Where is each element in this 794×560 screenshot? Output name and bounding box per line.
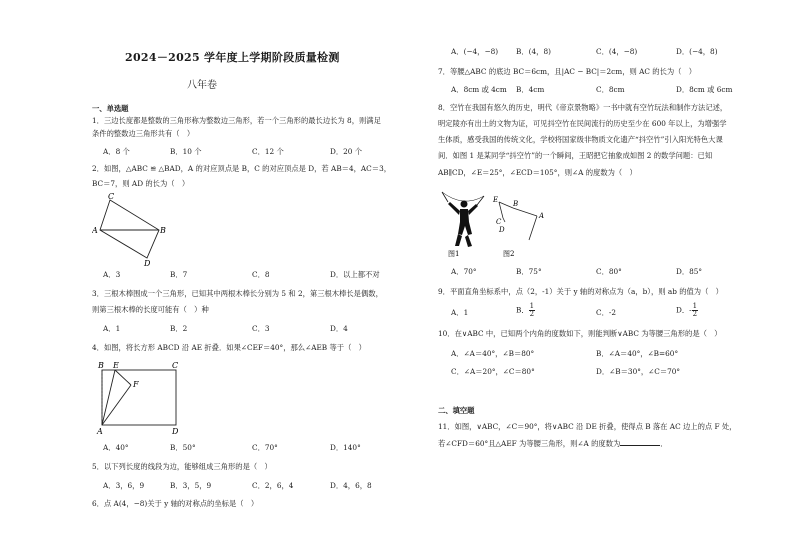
option-c[interactable]: C．8 [252,270,270,279]
question-text: 5．以下列长度的线段为边，能够组成三角形的是（ ） [92,462,272,471]
label-a: A [97,427,103,436]
question-text: BC＝7，则 AD 的长为（ ） [92,179,190,188]
figure-parallelogram [92,192,182,266]
stick-right [477,196,484,205]
figure-1-caption: 图1 [448,250,460,258]
option-a[interactable]: A．8cm 或 4cm [451,85,507,94]
option-b[interactable]: B．50° [170,443,196,452]
option-a[interactable]: A．8 个 [103,147,130,156]
option-d[interactable]: D．8cm 或 6cm [676,85,733,94]
label-a: A [92,226,98,235]
right-leg [465,235,472,247]
left-arm [448,202,460,215]
option-c[interactable]: C．(4，−8) [596,47,638,56]
label-d: D [144,259,151,266]
option-prefix: D．- [676,305,692,315]
option-a[interactable]: A．(−4，−8) [451,47,499,56]
option-c[interactable]: C．2，6，4 [252,481,294,490]
label-c: C [172,361,179,370]
option-d[interactable]: D．20 个 [330,147,363,156]
option-b[interactable]: B．3，5，9 [170,481,212,490]
option-b[interactable] [516,303,535,318]
question-text: 7．等腰△ABC 的底边 BC＝6cm，且|AC − BC|＝2cm，则 AC 的长为（ ） [438,67,697,76]
option-d[interactable]: D．4，6，8 [330,481,372,490]
option-d[interactable]: D．以上都不对 [330,270,380,279]
label-e: E [493,196,499,204]
label-c: C [496,218,502,226]
option-d[interactable]: D．(−4，8) [676,47,718,56]
head-shape [461,201,468,208]
answer-blank[interactable] [620,437,660,446]
option-d[interactable]: D．85° [676,267,703,276]
option-c[interactable]: C．∠A＝20°，∠C＝80° [451,367,535,376]
option-b[interactable]: B．2 [170,324,188,333]
fraction-denominator: 2 [692,310,698,318]
section-choice-heading: 一、单选题 [92,104,129,113]
question-text: 2．如图，△ABC ≌ △BAD，A 的对应顶点是 B，C 的对应顶点是 D，若 AB＝4，AC＝3， [92,164,392,173]
option-c[interactable]: C．-2 [596,308,616,317]
label-d: D [172,427,179,436]
string-line [442,192,484,201]
segment-eb [499,202,513,208]
option-a[interactable]: A．3，6，9 [103,481,145,490]
label-e: E [113,361,119,370]
option-d[interactable] [676,303,698,318]
exam-title: 2024－2025 学年度上学期阶段质量检测 [125,51,340,64]
fraction-numerator: 1 [692,302,698,310]
question-text: 若∠CFD＝60°且△AEF 为等腰三角形，则∠A 的度数为 [438,439,621,448]
question-text: 8．空竹在我国有悠久的历史，明代《帝京景物略》一书中就有空竹玩法和制作方法记述， [438,103,728,112]
fraction-numerator: 1 [529,302,535,310]
option-d[interactable]: D．140° [330,443,361,452]
fraction-denominator: 2 [529,310,535,318]
segment-ad [529,216,537,240]
label-c: C [108,192,115,201]
question-text: 生体质，感受我国的传统文化，学校将国家级非物质文化遗产“抖空竹”引入阳光特色大课 [438,135,723,144]
question-text: 6．点 A(4，−8)关于 y 轴的对称点的坐标是（ ） [92,499,259,508]
fraction [529,303,535,318]
question-text: 则第三根木棒的长度可能有（ ）种 [92,305,209,314]
question-text: 条件的整数边三角形共有（ ） [92,129,195,138]
question-text: 9．平面直角坐标系中，点（2，-1）关于 y 轴的对称点为（a，b），则 ab 的值为（ ） [438,287,723,296]
option-a[interactable]: A．1 [451,308,469,317]
question-text: 明定陵亦有出土的文物为证，可见抖空竹在民间流行的历史至少在 600 年以上，为增强学 [438,119,727,128]
figure-2-caption: 图2 [503,250,515,258]
fraction [692,303,698,318]
option-c[interactable]: C．80° [596,267,622,276]
question-text: 1．三边长度都是整数的三角形称为整数边三角形，若一个三角形的最长边长为 8，则满足 [92,116,381,125]
option-b[interactable]: B．75° [516,267,542,276]
option-b[interactable]: B．10 个 [170,147,202,156]
figure-rectangle-fold [94,360,184,436]
option-b[interactable]: B．7 [170,270,188,279]
figure-1-person [438,188,488,258]
label-b: B [160,226,166,235]
option-b[interactable]: B．∠A＝40°，∠B=60° [596,349,679,358]
option-a[interactable]: A．3 [103,270,121,279]
label-b: B [98,361,104,370]
option-a[interactable]: A．70° [451,267,477,276]
option-b[interactable]: B．4cm [516,85,545,94]
right-arm [468,204,478,215]
question-text-with-blank [438,437,668,449]
option-c[interactable]: C．3 [252,324,270,333]
segment-ec [499,202,503,218]
option-b[interactable]: B．(4，8) [516,47,551,56]
stick-left [442,192,448,202]
label-d: D [499,226,505,234]
option-a[interactable]: A．∠A＝40°，∠B＝80° [451,349,535,358]
segment-ba [513,208,537,216]
label-f: F [133,380,139,389]
question-text: 间．如图 1 是某同学“抖空竹”的一个瞬间，王昭把它抽象成如图 2 的数学问题：已知 [438,151,713,160]
section-fill-heading: 二、填空题 [438,406,475,415]
left-leg [455,234,462,246]
option-a[interactable]: A．40° [103,443,129,452]
option-d[interactable]: D．4 [330,324,348,333]
label-a: A [539,212,545,220]
question-text: 3．三根木棒围成一个三角形，已知其中两根木棒长分别为 5 和 2，第三根木棒长是偶数， [92,289,383,298]
option-d[interactable]: D．∠B＝30°，∠C＝70° [596,367,681,376]
option-prefix: B． [516,305,529,315]
option-c[interactable]: C．8cm [596,85,625,94]
option-a[interactable]: A．1 [103,324,121,333]
option-c[interactable]: C．70° [252,443,278,452]
segment-ef [115,370,131,385]
question-text: AB∥CD，∠E＝25°，∠ECD＝105°，则∠A 的度数为（ ） [438,168,637,177]
figure-2-geometry [491,194,556,258]
question-text: 11．如图，∨ABC，∠C＝90°，将∨ABC 沿 DE 折叠，使得点 B 落在 AC 边上的点 F 处， [438,422,737,431]
parallelogram-shape [100,200,159,258]
exam-subtitle: 八年卷 [187,80,217,91]
option-c[interactable]: C．12 个 [252,147,284,156]
label-b: B [513,200,519,208]
question-text: 10．在∨ABC 中，已知两个内角的度数如下，则能判断∨ABC 为等腰三角形的是（ ） [438,329,722,338]
question-text-tail: ． [660,439,668,448]
segment-cd [503,218,505,222]
question-text: 4．如图，将长方形 ABCD 沿 AE 折叠．如果∠CEF＝40°，那么∠AEB 等于（ ） [92,343,366,352]
